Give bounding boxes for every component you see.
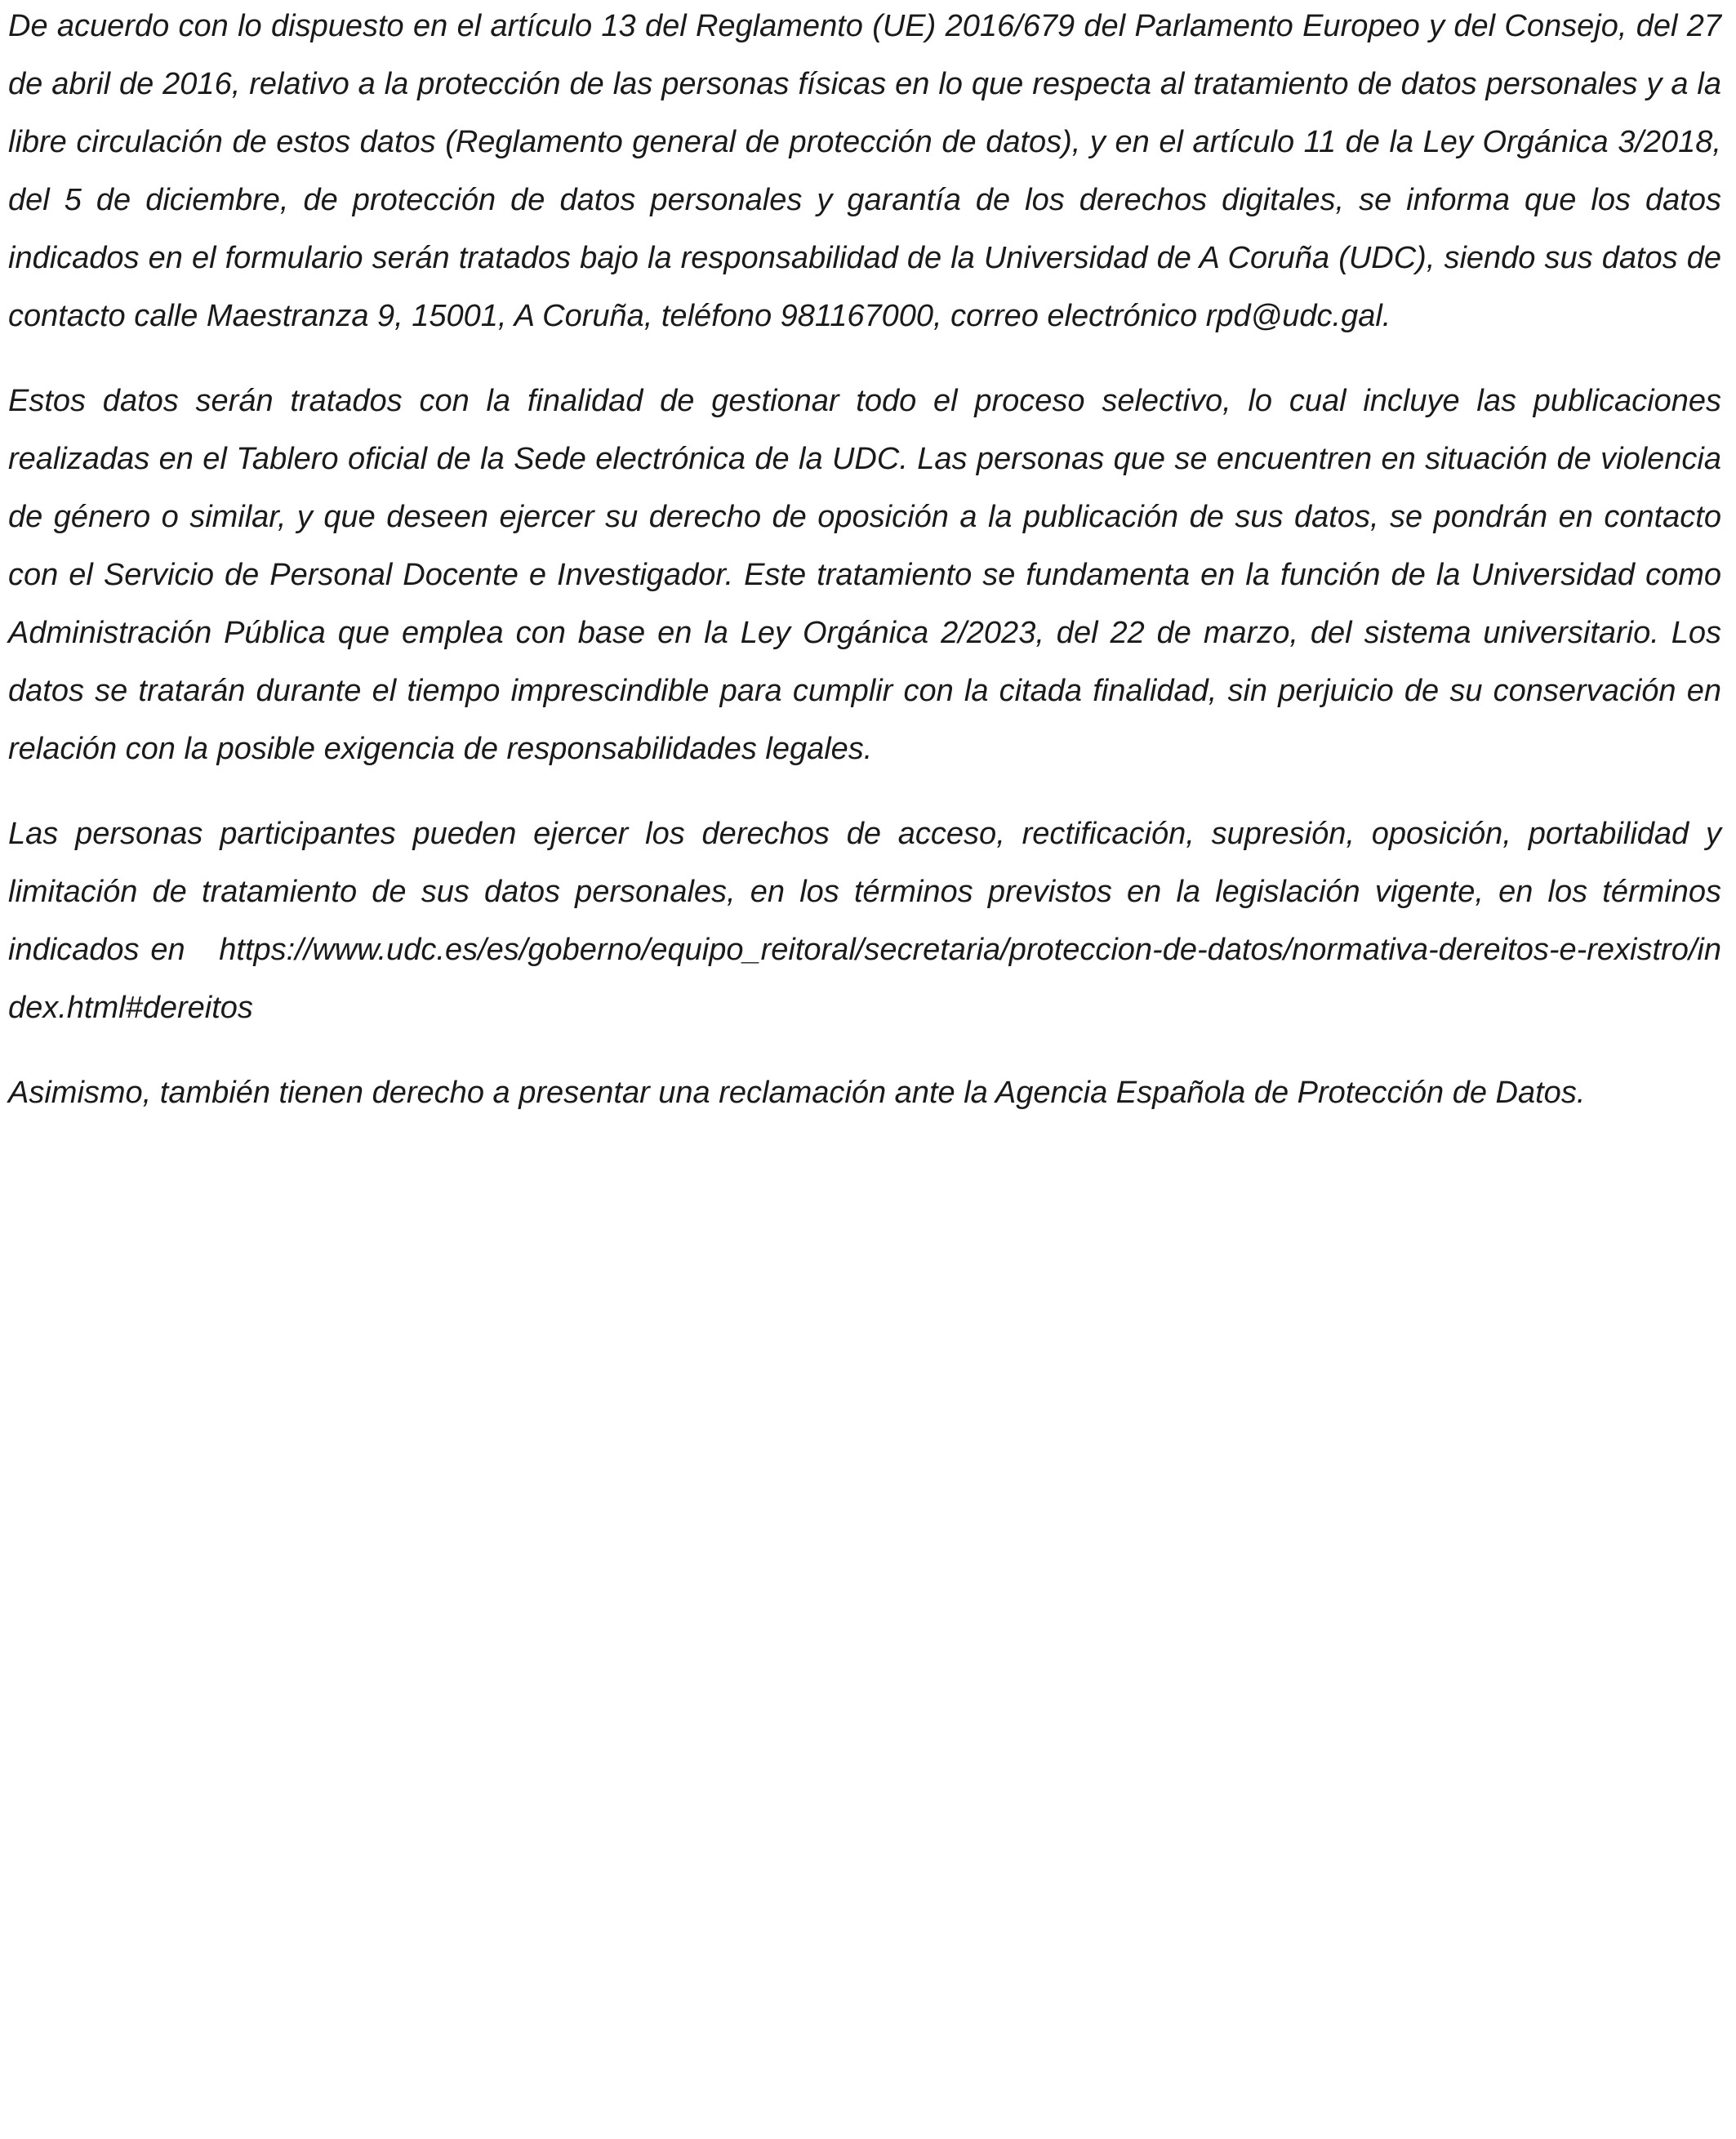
paragraph-data-controller: De acuerdo con lo dispuesto en el artículo 13 del Reglamento (UE) 2016/679 del Parlamento Europeo y del Consejo, del 27 de abril de 2016, relativo a la protección de las personas físicas en lo que respecta al tratamiento de datos personales y a la libre circulación de estos datos (Reglamento general de protección de datos), y en el artículo 11 de la Ley Orgánica 3/2018, del 5 de diciembre, de protección de datos personales y garantía de los derechos digitales, se informa que los datos indicados en el formulario serán tratados bajo la responsabilidad de la Universidad de A Coruña (UDC), siendo sus datos de contacto calle Maestranza 9, 15001, A Coruña, teléfono 981167000, correo electrónico rpd@udc.gal. [8, 9, 1721, 333]
rights-text: Las personas participantes pueden ejercer los derechos de acceso, rectificación, supresión, oposición, portabilidad y limitación de tratamiento de sus datos personales, en los términos previstos en la legislación vigente, en los términos indicados en [8, 817, 1721, 967]
paragraph-complaint-right: Asimismo, también tienen derecho a presentar una reclamación ante la Agencia Española de Protección de Datos. [8, 1076, 1586, 1110]
paragraph-processing-purpose: Estos datos serán tratados con la finalidad de gestionar todo el proceso selectivo, lo cual incluye las publicaciones realizadas en el Tablero oficial de la Sede electrónica de la UDC. Las personas que se encuentren en situación de violencia de género o similar, y que deseen ejercer su derecho de oposición a la publicación de sus datos, se pondrán en contacto con el Servicio de Personal Docente e Investigador. Este tratamiento se fundamenta en la función de la Universidad como Administración Pública que emplea con base en la Ley Orgánica 2/2023, del 22 de marzo, del sistema universitario. Los datos se tratarán durante el tiempo imprescindible para cumplir con la citada finalidad, sin perjuicio de su conservación en relación con la posible exigencia de responsabilidades legales. [8, 384, 1721, 766]
document-page [8, 0, 1721, 1122]
rights-url-link[interactable]: https://www.udc.es/es/goberno/equipo_reitoral/secretaria/proteccion-de-datos/normativa-dereitos-e-rexistro/index.html#dereitos [8, 933, 1721, 1025]
paragraph-data-subject-rights [8, 805, 1721, 1037]
